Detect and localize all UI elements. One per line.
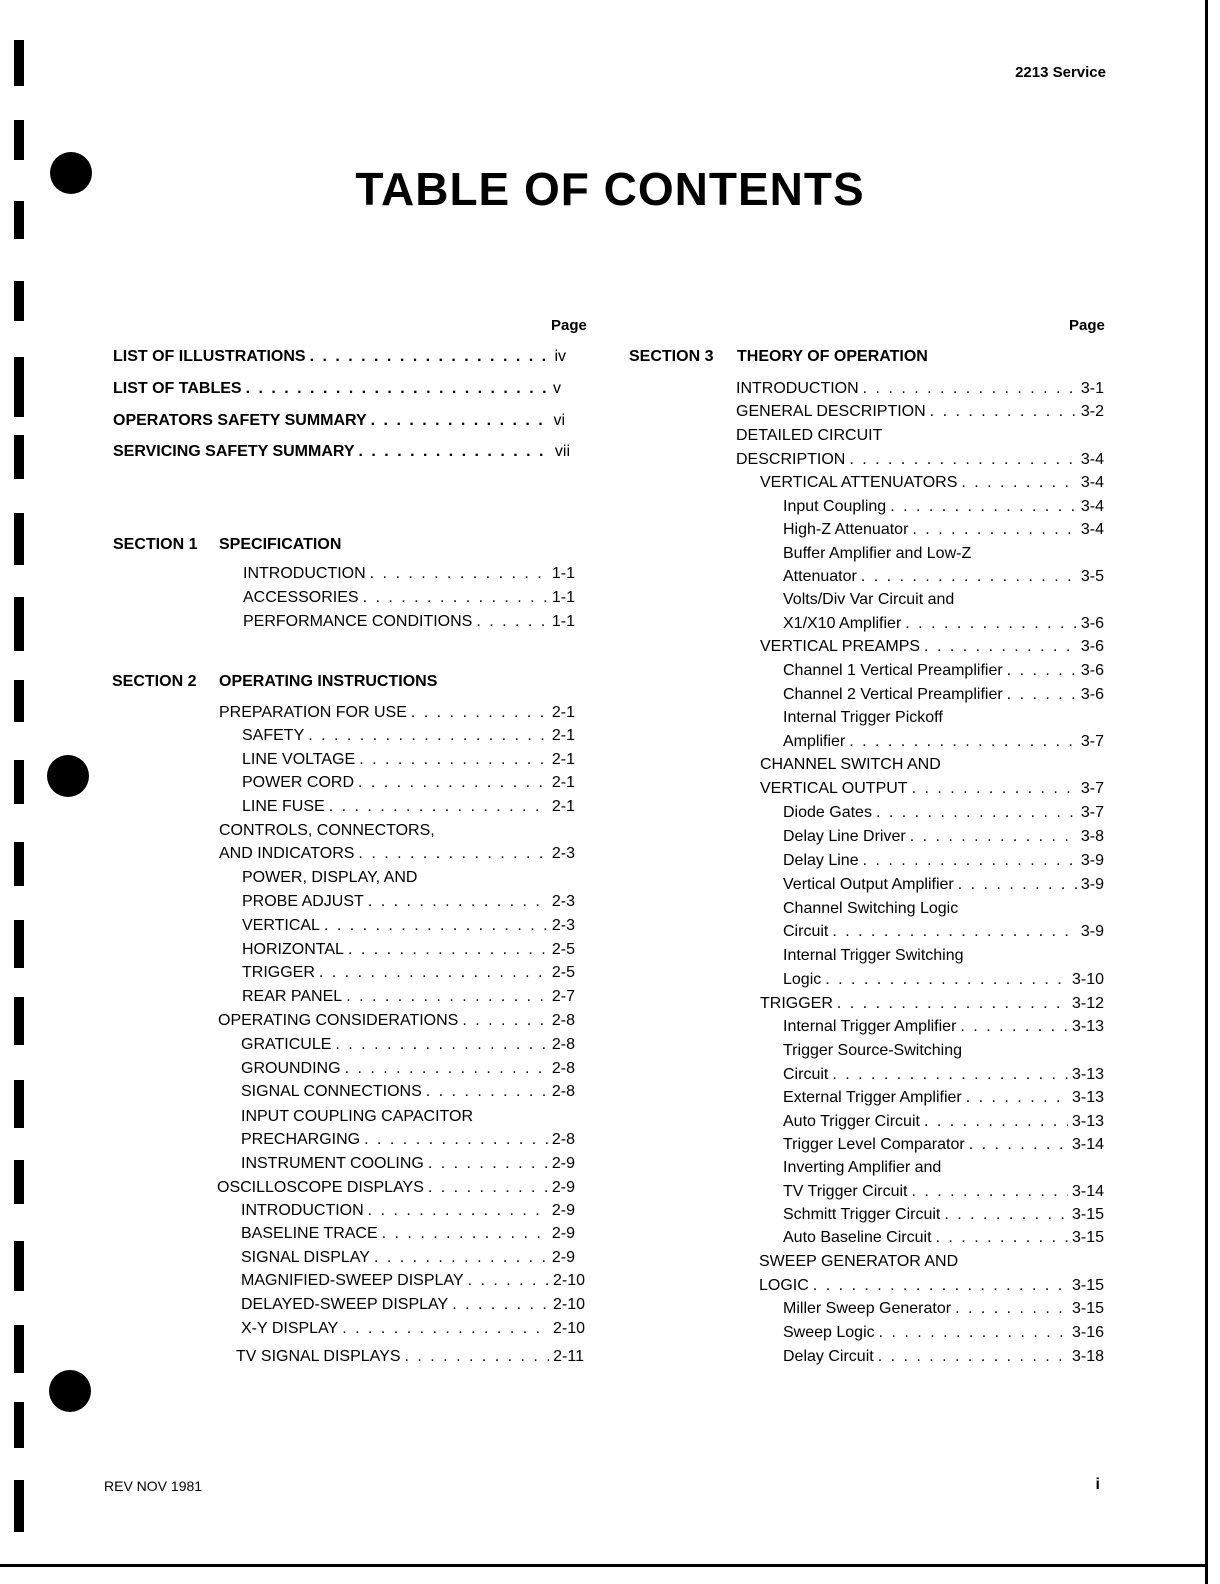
toc-entry[interactable]: Internal Trigger Pickoff [783, 709, 943, 726]
leader-dots [861, 568, 1077, 586]
toc-entry[interactable]: VERTICAL . . . 2-3 [242, 917, 575, 939]
toc-entry[interactable]: OPERATORS SAFETY SUMMARY . . . vi [113, 412, 565, 434]
binder-mark [14, 842, 24, 886]
binder-mark [14, 1402, 24, 1448]
leader-dots [310, 348, 551, 366]
toc-entry[interactable]: Channel 2 Vertical Preamplifier . . . 3-6 [783, 686, 1104, 708]
toc-entry[interactable]: INTRODUCTION . . . 1-1 [243, 565, 575, 587]
leader-dots [832, 923, 1077, 941]
toc-entry[interactable]: Volts/Div Var Circuit and [783, 591, 955, 608]
toc-entry[interactable]: HORIZONTAL . . . 2-5 [242, 941, 575, 963]
toc-entry[interactable]: X1/X10 Amplifier . . . 3-6 [783, 615, 1104, 637]
toc-entry[interactable]: CHANNEL SWITCH AND [760, 756, 941, 773]
leader-dots [319, 964, 548, 982]
leader-dots [371, 412, 550, 430]
section-number: SECTION 3 [629, 348, 714, 365]
binder-mark [14, 120, 24, 160]
leader-dots [329, 798, 548, 816]
toc-entry[interactable]: TRIGGER . . . 3-12 [760, 995, 1104, 1017]
punch-hole [49, 1370, 91, 1412]
toc-entry[interactable]: Auto Baseline Circuit . . . 3-15 [783, 1229, 1104, 1251]
leader-dots [1007, 662, 1077, 680]
leader-dots [335, 1036, 547, 1054]
toc-entry[interactable]: OPERATING CONSIDERATIONS . . . 2-8 [218, 1012, 575, 1034]
toc-entry[interactable]: VERTICAL OUTPUT . . . 3-7 [760, 780, 1104, 802]
toc-entry[interactable]: Vertical Output Amplifier . . . 3-9 [783, 876, 1104, 898]
leader-dots [308, 727, 548, 745]
leader-dots [924, 638, 1077, 656]
toc-entry[interactable]: POWER CORD . . . 2-1 [242, 774, 575, 796]
leader-dots [359, 751, 548, 769]
toc-entry[interactable]: Schmitt Trigger Circuit . . . 3-15 [783, 1206, 1104, 1228]
leader-dots [879, 1324, 1068, 1342]
binder-mark [14, 1080, 24, 1128]
toc-entry[interactable]: Sweep Logic . . . 3-16 [783, 1324, 1104, 1346]
toc-entry[interactable]: TV SIGNAL DISPLAYS . . . 2-11 [236, 1348, 584, 1370]
toc-entry[interactable]: Circuit . . . 3-9 [783, 923, 1104, 945]
toc-entry[interactable]: Delay Line . . . 3-9 [783, 852, 1104, 874]
toc-entry[interactable]: PROBE ADJUST . . . 2-3 [242, 893, 575, 915]
toc-entry[interactable]: INSTRUMENT COOLING . . . 2-9 [241, 1155, 575, 1177]
leader-dots [905, 615, 1077, 633]
leader-dots [813, 1277, 1068, 1295]
leader-dots [863, 380, 1077, 398]
leader-dots [911, 1183, 1068, 1201]
toc-entry[interactable]: TV Trigger Circuit . . . 3-14 [783, 1183, 1104, 1205]
leader-dots [912, 521, 1076, 539]
leader-dots [370, 565, 548, 583]
binder-mark [14, 40, 24, 86]
leader-dots [345, 1060, 548, 1078]
toc-entry[interactable]: Buffer Amplifier and Low-Z [783, 545, 972, 562]
toc-entry[interactable]: Internal Trigger Amplifier . . . 3-13 [783, 1018, 1104, 1040]
toc-entry[interactable]: Input Coupling . . . 3-4 [783, 498, 1104, 520]
punch-hole [47, 755, 89, 797]
leader-dots [324, 917, 548, 935]
leader-dots [955, 1300, 1068, 1318]
toc-entry[interactable]: Attenuator . . . 3-5 [783, 568, 1104, 590]
toc-entry[interactable]: GROUNDING . . . 2-8 [241, 1060, 575, 1082]
page-edge-right [1205, 0, 1208, 1584]
leader-dots [958, 876, 1077, 894]
toc-entry[interactable]: LINE FUSE . . . 2-1 [242, 798, 575, 820]
toc-entry[interactable]: External Trigger Amplifier . . . 3-13 [783, 1089, 1104, 1111]
toc-entry[interactable]: LINE VOLTAGE . . . 2-1 [242, 751, 575, 773]
leader-dots [890, 498, 1077, 516]
toc-entry[interactable]: PERFORMANCE CONDITIONS . . . 1-1 [243, 613, 575, 635]
binder-mark [14, 760, 24, 804]
toc-entry[interactable]: Circuit . . . 3-13 [783, 1066, 1104, 1088]
leader-dots [924, 1113, 1068, 1131]
toc-entry[interactable]: Logic . . . 3-10 [783, 971, 1104, 993]
toc-entry[interactable]: INTRODUCTION . . . 2-9 [241, 1202, 575, 1224]
leader-dots [368, 1202, 548, 1220]
leader-dots [936, 1229, 1068, 1247]
section-number: SECTION 2 [112, 673, 197, 690]
toc-entry[interactable]: LIST OF TABLES . . . v [113, 380, 561, 402]
toc-entry[interactable]: ACCESSORIES . . . 1-1 [243, 589, 575, 611]
leader-dots [863, 852, 1077, 870]
toc-entry[interactable]: INPUT COUPLING CAPACITOR [241, 1108, 474, 1125]
section-title: OPERATING INSTRUCTIONS [219, 673, 438, 690]
leader-dots [363, 589, 548, 607]
right-page-heading: Page [1069, 317, 1105, 334]
toc-entry[interactable]: SERVICING SAFETY SUMMARY . . . vii [113, 443, 570, 465]
toc-entry[interactable]: Trigger Source-Switching [783, 1042, 963, 1059]
binder-mark [14, 1480, 24, 1532]
toc-entry[interactable]: POWER, DISPLAY, AND [242, 869, 418, 886]
leader-dots [428, 1155, 548, 1173]
leader-dots [960, 1018, 1068, 1036]
toc-entry[interactable]: SWEEP GENERATOR AND [759, 1253, 959, 1270]
leader-dots [359, 443, 551, 461]
binder-mark [14, 357, 24, 417]
toc-entry[interactable]: Trigger Level Comparator . . . 3-14 [783, 1136, 1104, 1158]
toc-entry[interactable]: X-Y DISPLAY . . . 2-10 [241, 1320, 585, 1342]
binder-mark [14, 281, 24, 321]
binder-mark [14, 435, 24, 479]
toc-entry[interactable]: VERTICAL ATTENUATORS . . . 3-4 [760, 474, 1104, 496]
toc-entry[interactable]: Delay Circuit . . . 3-18 [783, 1348, 1104, 1370]
toc-entry[interactable]: GENERAL DESCRIPTION . . . 3-2 [736, 403, 1104, 425]
document-id: 2213 Service [1015, 64, 1106, 81]
toc-entry[interactable]: TRIGGER . . . 2-5 [242, 964, 575, 986]
leader-dots [849, 733, 1077, 751]
toc-entry[interactable]: Internal Trigger Switching [783, 947, 964, 964]
leader-dots [382, 1225, 548, 1243]
binder-mark [14, 513, 24, 565]
toc-entry[interactable]: Channel Switching Logic [783, 900, 959, 917]
toc-entry[interactable]: Delay Line Driver . . . 3-8 [783, 828, 1104, 850]
leader-dots [246, 380, 549, 398]
leader-dots [910, 828, 1077, 846]
leader-dots [374, 1249, 548, 1267]
binder-mark [14, 1160, 24, 1204]
revision-date: REV NOV 1981 [104, 1478, 203, 1494]
page-title: TABLE OF CONTENTS [355, 163, 865, 215]
leader-dots [969, 1136, 1068, 1154]
leader-dots [364, 1131, 548, 1149]
toc-entry[interactable]: DETAILED CIRCUIT [736, 427, 883, 444]
toc-entry[interactable]: Inverting Amplifier and [783, 1159, 942, 1176]
leader-dots [462, 1012, 548, 1030]
binder-mark [14, 680, 24, 722]
toc-entry[interactable]: PRECHARGING . . . 2-8 [241, 1131, 575, 1153]
toc-entry[interactable]: PREPARATION FOR USE . . . 2-1 [219, 704, 575, 726]
binder-mark [14, 1325, 24, 1373]
toc-entry[interactable]: AND INDICATORS . . . 2-3 [219, 845, 575, 867]
leader-dots [944, 1206, 1068, 1224]
leader-dots [837, 995, 1068, 1013]
toc-entry[interactable]: DELAYED-SWEEP DISPLAY . . . 2-10 [241, 1296, 585, 1318]
toc-entry[interactable]: MAGNIFIED-SWEEP DISPLAY . . . 2-10 [241, 1272, 585, 1294]
toc-entry[interactable]: Channel 1 Vertical Preamplifier . . . 3-6 [783, 662, 1104, 684]
leader-dots [405, 1348, 550, 1366]
toc-entry[interactable]: BASELINE TRACE . . . 2-9 [241, 1225, 575, 1247]
binder-mark [14, 997, 24, 1045]
binder-mark [14, 1241, 24, 1291]
leader-dots [426, 1083, 548, 1101]
toc-entry[interactable]: SAFETY . . . 2-1 [242, 727, 575, 749]
section-number: SECTION 1 [113, 536, 198, 553]
leader-dots [1007, 686, 1077, 704]
leader-dots [342, 1320, 549, 1338]
toc-entry[interactable]: LIST OF ILLUSTRATIONS . . . iv [113, 348, 566, 370]
leader-dots [832, 1066, 1068, 1084]
toc-entry[interactable]: SIGNAL DISPLAY . . . 2-9 [241, 1249, 575, 1271]
leader-dots [825, 971, 1068, 989]
page-edge-bottom [0, 1564, 1208, 1567]
leader-dots [358, 774, 548, 792]
leader-dots [411, 704, 548, 722]
section-title: THEORY OF OPERATION [737, 348, 928, 365]
leader-dots [346, 988, 548, 1006]
leader-dots [876, 804, 1077, 822]
toc-entry[interactable]: High-Z Attenuator . . . 3-4 [783, 521, 1104, 543]
toc-entry[interactable]: GRATICULE . . . 2-8 [241, 1036, 575, 1058]
leader-dots [368, 893, 548, 911]
leader-dots [961, 474, 1077, 492]
toc-entry[interactable]: Miller Sweep Generator . . . 3-15 [783, 1300, 1104, 1322]
leader-dots [966, 1089, 1068, 1107]
toc-entry[interactable]: Auto Trigger Circuit . . . 3-13 [783, 1113, 1104, 1135]
leader-dots [476, 613, 548, 631]
toc-entry[interactable]: SIGNAL CONNECTIONS . . . 2-8 [241, 1083, 575, 1105]
toc-entry[interactable]: LOGIC . . . 3-15 [759, 1277, 1104, 1299]
leader-dots [878, 1348, 1068, 1366]
toc-entry[interactable]: VERTICAL PREAMPS . . . 3-6 [760, 638, 1104, 660]
binder-mark [14, 597, 24, 651]
leader-dots [428, 1179, 548, 1197]
leader-dots [930, 403, 1077, 421]
leader-dots [912, 780, 1077, 798]
toc-entry[interactable]: Diode Gates . . . 3-7 [783, 804, 1104, 826]
leader-dots [452, 1296, 549, 1314]
leader-dots [348, 941, 548, 959]
toc-entry[interactable]: DESCRIPTION . . . 3-4 [736, 451, 1104, 473]
toc-entry[interactable]: Amplifier . . . 3-7 [783, 733, 1104, 755]
leader-dots [849, 451, 1077, 469]
toc-entry[interactable]: CONTROLS, CONNECTORS, [219, 822, 435, 839]
page-number: i [1095, 1476, 1100, 1493]
toc-entry[interactable]: OSCILLOSCOPE DISPLAYS . . . 2-9 [217, 1179, 575, 1201]
leader-dots [358, 845, 547, 863]
leader-dots [468, 1272, 549, 1290]
toc-entry[interactable]: INTRODUCTION . . . 3-1 [736, 380, 1104, 402]
left-page-heading: Page [551, 317, 587, 334]
section-title: SPECIFICATION [219, 536, 342, 553]
toc-entry[interactable]: REAR PANEL . . . 2-7 [242, 988, 575, 1010]
binder-mark [14, 920, 24, 968]
